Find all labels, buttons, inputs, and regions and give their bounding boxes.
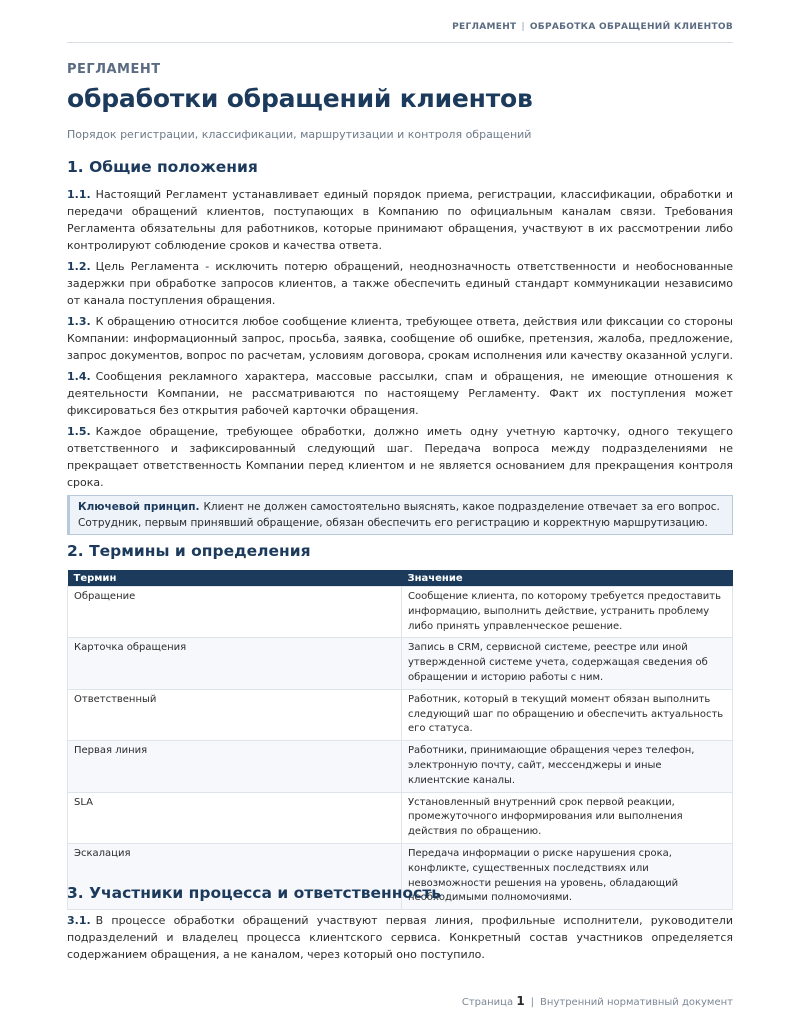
clause-number: 1.3. bbox=[67, 315, 91, 328]
term-cell: Обращение bbox=[68, 587, 402, 638]
meaning-cell: Передача информации о риске нарушения срока, конфликте, существенных последствиях или невозможности решения на уровень, обладающий необходимыми полномочиями. bbox=[402, 843, 733, 909]
clause-number: 1.5. bbox=[67, 425, 91, 438]
running-header bbox=[67, 22, 733, 43]
section-terms bbox=[67, 542, 733, 910]
callout-text: Клиент не должен самостоятельно выяснять, какое подразделение отвечает за его вопрос. Сотрудник, первым принявший обращение, обязан обеспечить его регистрацию и корректную маршрутизацию. bbox=[78, 501, 720, 529]
clause-1-5 bbox=[67, 423, 733, 491]
table-row bbox=[68, 587, 733, 638]
clause-number: 3.1. bbox=[67, 914, 91, 927]
clause-text: Настоящий Регламент устанавливает единый порядок приема, регистрации, классификации, обработки и передачи обращений клиентов, поступающих в Компанию по официальным каналам связи. Требования Регламента обязательны для работников, которые принимают обращения, участвуют в их рассмотрении либо контролируют соблюдение сроков и качества ответа. bbox=[67, 188, 733, 252]
header-separator: | bbox=[521, 22, 525, 32]
clause-text: В процессе обработки обращений участвуют первая линия, профильные исполнители, руководители подразделений и владелец процесса клиентского сервиса. Конкретный состав участников определяется содержанием обращения, а не каналом, через который оно поступило. bbox=[67, 914, 733, 961]
section-heading: 1. Общие положения bbox=[67, 158, 258, 176]
meaning-cell: Работники, принимающие обращения через телефон, электронную почту, сайт, мессенджеры и иные клиентские каналы. bbox=[402, 741, 733, 792]
footer-page-label: Страница bbox=[461, 997, 514, 1008]
header-doc-type: РЕГЛАМЕНТ bbox=[452, 22, 517, 32]
table-row bbox=[68, 741, 733, 792]
section-heading: 2. Термины и определения bbox=[67, 542, 311, 560]
term-cell: SLA bbox=[68, 792, 402, 843]
clause-1-4 bbox=[67, 368, 733, 419]
table-row bbox=[68, 689, 733, 740]
clause-text: Сообщения рекламного характера, массовые рассылки, спам и обращения, не имеющие отношения к деятельности Компании, не рассматриваются по настоящему Регламенту. Факт их поступления может фиксироваться без открытия рабочей карточки обращения. bbox=[67, 370, 733, 417]
table-header-row bbox=[68, 570, 733, 587]
header-doc-name: ОБРАБОТКА ОБРАЩЕНИЙ КЛИЕНТОВ bbox=[529, 22, 733, 32]
meaning-cell: Работник, который в текущий момент обязан выполнить следующий шаг по обращению и обеспечить актуальность его статуса. bbox=[402, 689, 733, 740]
section-heading: 3. Участники процесса и ответственность bbox=[67, 884, 442, 902]
clause-1-1 bbox=[67, 186, 733, 254]
document-title: обработки обращений клиентов bbox=[67, 84, 533, 113]
footer-page-number: 1 bbox=[516, 994, 525, 1008]
terms-table bbox=[67, 570, 733, 910]
clause-1-3 bbox=[67, 313, 733, 364]
footer-separator: | bbox=[530, 997, 535, 1008]
clause-text: К обращению относится любое сообщение клиента, требующее ответа, действия или фиксации со стороны Компании: информационный запрос, просьба, заявка, сообщение об ошибке, претензия, жалоба, предложение, запрос документов, вопрос по расчетам, условиям договора, срокам исполнения или качеству оказанной услуги. bbox=[67, 315, 734, 362]
table-row bbox=[68, 638, 733, 689]
running-footer bbox=[67, 994, 733, 1008]
term-cell: Эскалация bbox=[68, 843, 402, 909]
column-header-term: Термин bbox=[68, 570, 402, 587]
column-header-meaning: Значение bbox=[402, 570, 733, 587]
footer-doc-type: Внутренний нормативный документ bbox=[540, 997, 733, 1008]
document-kicker: РЕГЛАМЕНТ bbox=[67, 62, 161, 77]
term-cell: Ответственный bbox=[68, 689, 402, 740]
clause-number: 1.4. bbox=[67, 370, 91, 383]
section-participants bbox=[67, 884, 733, 967]
clause-number: 1.1. bbox=[67, 188, 91, 201]
section-general-provisions bbox=[67, 158, 733, 535]
clause-text: Каждое обращение, требующее обработки, должно иметь одну учетную карточку, одного текущего ответственного и зафиксированный следующий шаг. Передача вопроса между подразделениями не прекращает ответственность Компании перед клиентом и не является основанием для прекращения контроля срока. bbox=[67, 425, 733, 489]
term-cell: Карточка обращения bbox=[68, 638, 402, 689]
meaning-cell: Установленный внутренний срок первой реакции, промежуточного информирования или выполнения действия по обращению. bbox=[402, 792, 733, 843]
callout-lead: Ключевой принцип. bbox=[78, 501, 200, 513]
clause-3-1 bbox=[67, 912, 733, 963]
clause-number: 1.2. bbox=[67, 260, 91, 273]
document-subtitle: Порядок регистрации, классификации, маршрутизации и контроля обращений bbox=[67, 128, 532, 141]
table-row bbox=[68, 792, 733, 843]
clause-text: Цель Регламента - исключить потерю обращений, неоднозначность ответственности и необоснованные задержки при обработке запросов клиентов, а также обеспечить единый стандарт коммуникации независимо от канала поступления обращения. bbox=[67, 260, 733, 307]
meaning-cell: Запись в CRM, сервисной системе, реестре или иной утвержденной системе учета, содержащая сведения об обращении и историю работы с ним. bbox=[402, 638, 733, 689]
key-principle-callout bbox=[67, 495, 733, 535]
term-cell: Первая линия bbox=[68, 741, 402, 792]
clause-1-2 bbox=[67, 258, 733, 309]
meaning-cell: Сообщение клиента, по которому требуется предоставить информацию, выполнить действие, устранить проблему либо принять управленческое решение. bbox=[402, 587, 733, 638]
